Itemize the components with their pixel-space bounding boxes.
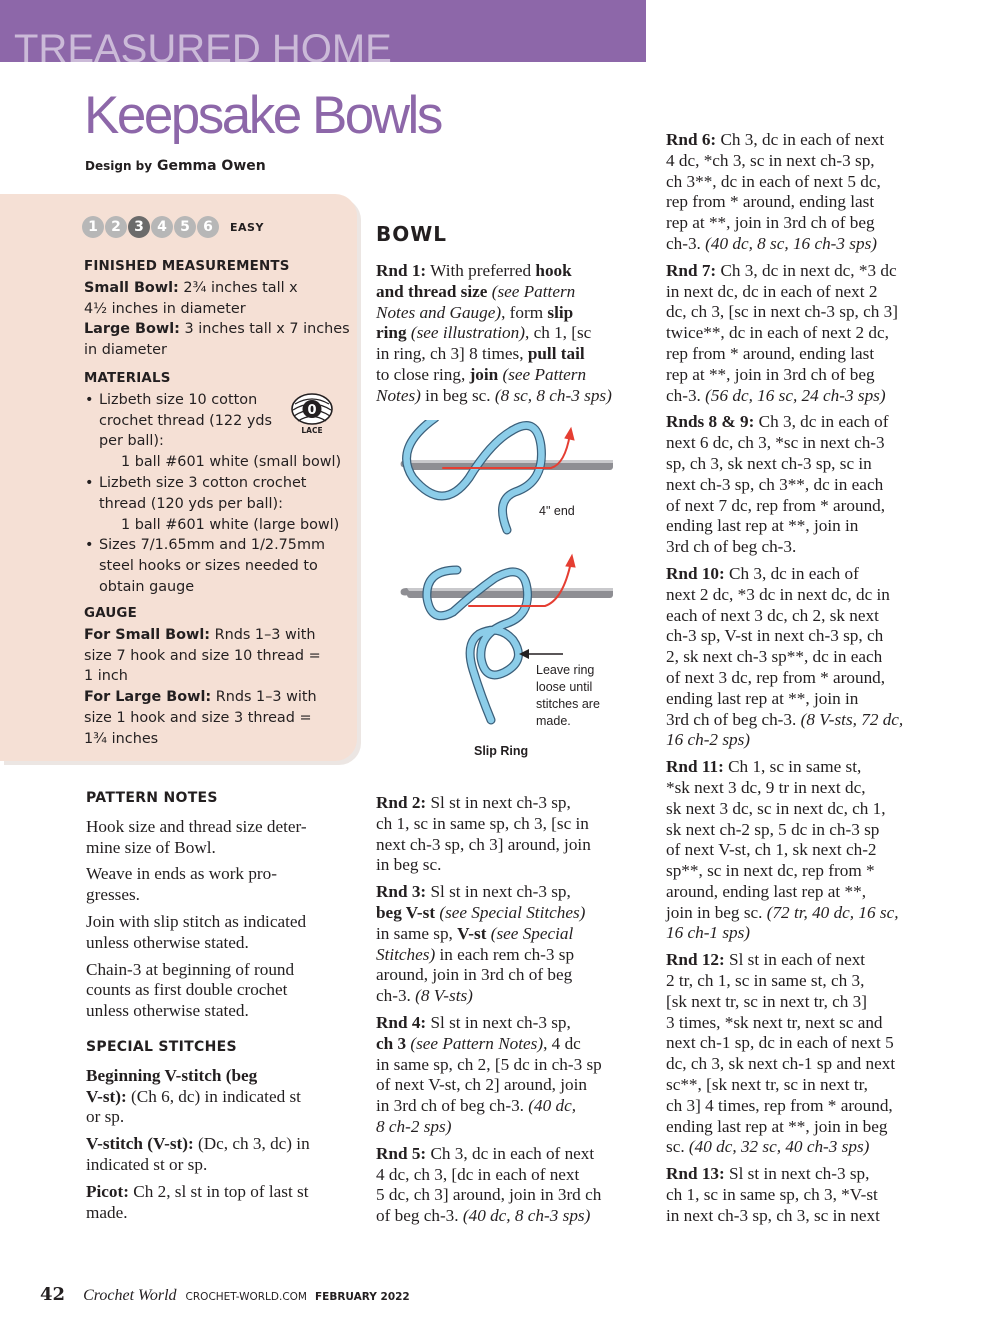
gauge-small-text: Rnds 1–3 with bbox=[214, 626, 316, 643]
rnd-bold: beg V-st bbox=[376, 902, 436, 922]
rnd-text: in beg sc. bbox=[376, 855, 442, 875]
pattern-notes bbox=[86, 788, 361, 1028]
rnd-text: 4 dc, *ch 3, sc in next ch-3 sp, bbox=[666, 150, 875, 170]
rnd-text: in each rem ch-3 sp bbox=[439, 944, 575, 964]
rnd-text: Sl st in next ch-3 sp, bbox=[430, 882, 571, 902]
rnd-text: dc, ch 3, sk next ch-1 sp and next bbox=[666, 1054, 896, 1074]
rnd-text: 2 tr, ch 1, sc in same st, ch 3, bbox=[666, 971, 865, 991]
rnd-text: in next ch-3 sp, ch 3, sc in next bbox=[666, 1205, 880, 1225]
rnd-bold: V-st bbox=[457, 923, 487, 943]
gauge-large-text-2: size 1 hook and size 3 thread = bbox=[84, 709, 312, 726]
designer-name: Gemma Owen bbox=[156, 158, 266, 174]
rnd-text: twice**, dc in each of next 2 dc, bbox=[666, 323, 889, 343]
rnd-bold: ch 3 bbox=[376, 1033, 407, 1053]
rnd-italic: (see Special bbox=[490, 923, 574, 943]
design-by-label: Design by bbox=[85, 159, 153, 173]
rnd-text: ch-3. bbox=[376, 986, 411, 1006]
note-line: unless otherwise stated. bbox=[86, 932, 249, 952]
material-1-detail: 1 ball #601 white (small bowl) bbox=[121, 454, 342, 471]
rnd-italic: (see illustration) bbox=[410, 323, 525, 343]
issue-date: FEBRUARY 2022 bbox=[314, 1291, 410, 1303]
special-stitches-heading: SPECIAL STITCHES bbox=[86, 1039, 237, 1055]
figure-caption: Slip Ring bbox=[474, 744, 529, 758]
rnd-text: sc**, [sk next tr, sc in next tr, bbox=[666, 1075, 868, 1095]
rnd-text: 3rd ch of beg ch-3. bbox=[666, 537, 797, 557]
rnd-text: ending last rep at **, join in beg bbox=[666, 1116, 888, 1136]
material-1-line: • Lizbeth size 10 cotton bbox=[99, 391, 258, 408]
rnd-text: Ch 3, dc in each of bbox=[729, 563, 859, 583]
rnd-label: Rnd 5: bbox=[376, 1143, 427, 1163]
gauge-small-label: For Small Bowl: bbox=[84, 626, 211, 643]
rnd-8-9 bbox=[666, 412, 956, 558]
rnd-text: Sl st in each of next bbox=[729, 950, 866, 970]
rnd-text: , 4 dc bbox=[543, 1033, 581, 1053]
rnd-text: [sk next tr, sc in next tr, ch 3] bbox=[666, 991, 868, 1011]
rnd-text: to close ring, bbox=[376, 364, 466, 384]
rnd-text: ch 3] 4 times, rep from * around, bbox=[666, 1095, 893, 1115]
rnd-text: ending last rep at **, join in bbox=[666, 516, 859, 536]
stitch-name: V-st): bbox=[86, 1086, 127, 1106]
stitch-text: (Dc, ch 3, dc) in bbox=[198, 1134, 310, 1154]
skill-level-5: 5 bbox=[174, 216, 196, 238]
rounds-middle bbox=[376, 793, 661, 1233]
skill-level-6: 6 bbox=[197, 216, 219, 238]
rnd-text: Sl st in next ch-3 sp, bbox=[430, 793, 571, 812]
rnd-text: next 2 dc, *3 dc in next dc, dc in bbox=[666, 584, 890, 604]
rnd-count: (40 dc, 8 sc, 16 ch-3 sps) bbox=[705, 233, 877, 253]
small-bowl-size bbox=[84, 278, 354, 299]
rnd-text: Ch 3, dc in each of next bbox=[430, 1143, 595, 1163]
large-bowl-text: 3 inches tall x 7 inches bbox=[184, 321, 350, 338]
rnd-bold: hook bbox=[535, 261, 572, 280]
rnd-text: Sl st in next ch-3 sp, bbox=[430, 1012, 571, 1032]
leave-ring-label bbox=[536, 662, 600, 730]
small-bowl-text: 2¾ inches tall x bbox=[183, 279, 298, 296]
skill-level-3-active: 3 bbox=[128, 216, 150, 238]
rnd-count: (8 V-sts) bbox=[415, 986, 473, 1006]
rnd-label: Rnd 13: bbox=[666, 1164, 725, 1184]
stitch-name: Picot: bbox=[86, 1181, 129, 1201]
rnd-italic: (see Pattern bbox=[502, 364, 587, 384]
rnd-text: 5 dc, ch 3] around, join in 3rd ch bbox=[376, 1185, 602, 1205]
rnd-label: Rnd 7: bbox=[666, 260, 717, 280]
yarn-weight-label: LACE bbox=[301, 426, 323, 435]
rnd-text: in ring, ch 3] 8 times, bbox=[376, 344, 524, 364]
skill-level-1: 1 bbox=[82, 216, 104, 238]
rnd-text: sk next ch-2 sp, 5 dc in ch-3 sp bbox=[666, 819, 880, 839]
rnd-bold: pull tail bbox=[527, 344, 585, 364]
rnd-italic: Notes and Gauge) bbox=[376, 302, 502, 322]
note-line: Weave in ends as work pro- bbox=[86, 864, 277, 884]
note-line: gresses. bbox=[86, 885, 140, 905]
rnd-text: next ch-3 sp, ch 3**, dc in each bbox=[666, 474, 884, 494]
rnd-text: around, join in 3rd ch of beg bbox=[376, 965, 573, 985]
rnd-italic: Stitches) bbox=[376, 944, 436, 964]
rnd-text: Ch 1, sc in same st, bbox=[728, 757, 862, 777]
material-1-line: per ball): bbox=[99, 433, 164, 450]
material-3-line: steel hooks or sizes needed to bbox=[99, 558, 318, 575]
skill-level-label: EASY bbox=[230, 220, 264, 234]
special-stitches bbox=[86, 1037, 361, 1229]
gauge-large bbox=[84, 687, 344, 708]
large-bowl-size-2: in diameter bbox=[84, 342, 167, 359]
stitch-beg-v-st bbox=[86, 1066, 361, 1128]
crochet-hook-bottom bbox=[401, 588, 613, 598]
large-bowl-size bbox=[84, 319, 354, 340]
rnd-text: Sl st in next ch-3 sp, bbox=[729, 1164, 870, 1184]
materials-heading: MATERIALS bbox=[84, 371, 171, 386]
gauge-large-text-3: 1¾ inches bbox=[84, 730, 159, 747]
material-item-2 bbox=[84, 473, 344, 535]
section-title: TREASURED HOME bbox=[14, 27, 392, 62]
stitch-text: (Ch 6, dc) in indicated st bbox=[131, 1086, 301, 1106]
rnd-11 bbox=[666, 757, 956, 944]
note-3 bbox=[86, 912, 361, 954]
rnd-count: (8 sc, 8 ch-3 sps) bbox=[494, 385, 612, 405]
rnd-label: Rnd 11: bbox=[666, 757, 724, 777]
rnd-text: ending last rep at **, join in bbox=[666, 688, 859, 708]
small-bowl-label: Small Bowl: bbox=[84, 279, 179, 296]
bowl-heading: BOWL bbox=[376, 222, 448, 246]
rnd-2 bbox=[376, 793, 661, 876]
rnd-text: rep at **, join in 3rd ch of beg bbox=[666, 213, 875, 233]
rnd-12 bbox=[666, 950, 956, 1158]
end-label: 4" end bbox=[539, 504, 575, 518]
stitch-name: V-stitch (V-st): bbox=[86, 1134, 194, 1154]
rnd-text: rep at **, join in 3rd ch of beg bbox=[666, 364, 875, 384]
rnd-text: of next 7 dc, rep from * around, bbox=[666, 495, 886, 515]
rnd-label: Rnd 1: bbox=[376, 261, 427, 280]
yarn-weight-number: 0 bbox=[307, 403, 317, 418]
note-2 bbox=[86, 864, 361, 906]
rnd-text: in next dc, dc in each of next 2 bbox=[666, 281, 878, 301]
gauge-small bbox=[84, 625, 344, 646]
rnd-5 bbox=[376, 1144, 661, 1227]
leave-ring-label-line: Leave ring bbox=[536, 663, 595, 677]
rnd-7 bbox=[666, 261, 956, 407]
skill-level-4: 4 bbox=[151, 216, 173, 238]
stitch-text: indicated st or sp. bbox=[86, 1154, 208, 1174]
rnd-text: ch 3**, dc in each of next 5 dc, bbox=[666, 171, 881, 191]
rnd-6 bbox=[666, 130, 956, 255]
skill-level-2: 2 bbox=[105, 216, 127, 238]
rnd-text: *sk next 3 dc, 9 tr in next dc, bbox=[666, 777, 866, 797]
rnd-text: of next V-st, ch 2] around, join bbox=[376, 1075, 587, 1095]
stitch-v-st bbox=[86, 1134, 361, 1176]
stitch-text: made. bbox=[86, 1202, 128, 1222]
rnd-text: ch-3. bbox=[666, 233, 701, 253]
rnd-text: join in beg sc. bbox=[666, 902, 763, 922]
rnd-text: 3rd ch of beg ch-3. bbox=[666, 709, 797, 729]
page-title: Keepsake Bowls bbox=[84, 86, 441, 145]
small-bowl-size-2: 4½ inches in diameter bbox=[84, 300, 246, 317]
section-banner bbox=[0, 0, 646, 62]
stitch-picot bbox=[86, 1182, 361, 1224]
gauge-small-text-2: size 7 hook and size 10 thread = bbox=[84, 647, 321, 664]
rnd-count: (8 V-sts, 72 dc, bbox=[800, 709, 904, 729]
rnd-bold: slip bbox=[547, 302, 574, 322]
note-line: unless otherwise stated. bbox=[86, 1001, 249, 1021]
rnd-text: ch-3 sp, V-st in next ch-3 sp, ch bbox=[666, 626, 884, 646]
rnd-text: Ch 3, dc in next dc, *3 dc bbox=[720, 260, 897, 280]
rnd-text: next ch-1 sp, dc in each of next 5 bbox=[666, 1033, 894, 1053]
pattern-notes-heading: PATTERN NOTES bbox=[86, 790, 218, 806]
gauge bbox=[84, 604, 344, 750]
rnd-bold: join bbox=[469, 364, 499, 384]
rnd-italic: Notes) bbox=[376, 385, 421, 405]
rnd-count: (40 dc, bbox=[528, 1096, 576, 1116]
rnd-text: next 6 dc, ch 3, *sc in next ch-3 bbox=[666, 433, 885, 453]
rnd-text: in 3rd ch of beg ch-3. bbox=[376, 1096, 524, 1116]
rnd-text: in same sp, bbox=[376, 923, 453, 943]
finished-measurements bbox=[84, 257, 354, 361]
rnd-label: Rnd 6: bbox=[666, 130, 717, 149]
note-line: Join with slip stitch as indicated bbox=[86, 911, 307, 931]
finished-measurements-heading: FINISHED MEASUREMENTS bbox=[84, 259, 290, 274]
rnd-label: Rnd 4: bbox=[376, 1012, 427, 1032]
rnd-text: in same sp, ch 2, [5 dc in ch-3 sp bbox=[376, 1054, 602, 1074]
rnd-text: next ch-3 sp, ch 3] around, join bbox=[376, 834, 591, 854]
rnd-text: 3 times, *sk next tr, next sc and bbox=[666, 1012, 883, 1032]
gauge-large-label: For Large Bowl: bbox=[84, 689, 212, 706]
leave-ring-label-line: made. bbox=[536, 714, 571, 728]
material-2-line: thread (120 yds per ball): bbox=[99, 495, 284, 512]
gauge-heading: GAUGE bbox=[84, 606, 137, 621]
rnd-italic: (see Special Stitches) bbox=[439, 902, 586, 922]
rnd-text: ch-3. bbox=[666, 385, 701, 405]
leave-ring-label-line: stitches are bbox=[536, 697, 600, 711]
rnd-text: , ch 1, [sc bbox=[524, 323, 592, 343]
rnd-bold: ring bbox=[376, 323, 407, 343]
rnd-text: sk next 3 dc, sc in next dc, ch 1, bbox=[666, 798, 886, 818]
rnd-text: dc, ch 3, [sc in next ch-3 sp, ch 3] bbox=[666, 302, 898, 322]
rnd-label: Rnd 10: bbox=[666, 563, 725, 583]
note-1 bbox=[86, 817, 361, 859]
material-2-line: • Lizbeth size 3 cotton crochet bbox=[99, 474, 307, 491]
page-number: 42 bbox=[40, 1284, 66, 1305]
rnd-count: 16 ch-2 sps) bbox=[666, 730, 751, 750]
rnd-label: Rnd 12: bbox=[666, 950, 725, 970]
rnd-text: rep from * around, ending last bbox=[666, 192, 875, 212]
rnd-count: 16 ch-1 sps) bbox=[666, 923, 751, 943]
note-4 bbox=[86, 960, 361, 1022]
rnd-text: of beg ch-3. bbox=[376, 1206, 459, 1226]
rnd-10 bbox=[666, 564, 956, 751]
note-line: Chain-3 at beginning of round bbox=[86, 959, 295, 979]
rnd-text: 4 dc, ch 3, [dc in each of next bbox=[376, 1164, 580, 1184]
rnd-italic: (see Pattern Notes) bbox=[410, 1033, 544, 1053]
leave-ring-label-line: loose until bbox=[536, 680, 593, 694]
material-3-line: • Sizes 7/1.65mm and 1/2.75mm bbox=[99, 537, 325, 554]
rnd-count: 8 ch-2 sps) bbox=[376, 1116, 452, 1136]
rnd-text: Ch 3, dc in each of bbox=[758, 412, 889, 432]
rnd-3 bbox=[376, 882, 661, 1007]
skill-level bbox=[82, 216, 264, 238]
rnd-text: around, ending last rep at **, bbox=[666, 881, 866, 901]
rnd-text: sp, ch 3, sk next ch-3 sp, sc in bbox=[666, 453, 872, 473]
rnd-count: (72 tr, 40 dc, 16 sc, bbox=[766, 902, 899, 922]
rnd-text: each of next 3 dc, ch 2, sk next bbox=[666, 605, 879, 625]
leave-ring-arrow bbox=[519, 649, 563, 659]
publication-name: Crochet World bbox=[83, 1287, 177, 1304]
stitch-text: or sp. bbox=[86, 1107, 125, 1127]
rnd-text: ch 1, sc in same sp, ch 3, *V-st bbox=[666, 1185, 878, 1205]
rnd-text: rep from * around, ending last bbox=[666, 343, 875, 363]
stitch-text: Ch 2, sl st in top of last st bbox=[133, 1181, 309, 1201]
rnd-count: (56 dc, 16 sc, 24 ch-3 sps) bbox=[705, 385, 886, 405]
rnd-text: , form bbox=[501, 302, 544, 322]
rnd-bold: and thread size bbox=[376, 281, 488, 301]
rnd-label: Rnds 8 & 9: bbox=[666, 412, 755, 432]
material-item-3 bbox=[84, 535, 344, 597]
rnd-13 bbox=[666, 1164, 956, 1226]
large-bowl-label: Large Bowl: bbox=[84, 321, 180, 338]
rnd-text: ch 1, sc in same sp, ch 3, [sc in bbox=[376, 813, 589, 833]
publication-url: CROCHET-WORLD.COM bbox=[185, 1291, 307, 1303]
rnd-count: (40 dc, 32 sc, 40 ch-3 sps) bbox=[688, 1137, 870, 1157]
note-line: counts as first double crochet bbox=[86, 980, 288, 1000]
rnd-label: Rnd 3: bbox=[376, 882, 427, 902]
rnd-count: (40 dc, 8 ch-3 sps) bbox=[462, 1206, 591, 1226]
material-2-detail: 1 ball #601 white (large bowl) bbox=[121, 516, 340, 533]
material-3-line: obtain gauge bbox=[99, 578, 195, 595]
rnd-italic: (see Pattern bbox=[491, 281, 576, 301]
note-line: mine size of Bowl. bbox=[86, 837, 216, 857]
rnd-text: sc. bbox=[666, 1137, 685, 1157]
designer-byline bbox=[85, 158, 266, 174]
rnd-1 bbox=[376, 261, 656, 413]
rnd-text: of next 3 dc, rep from * around, bbox=[666, 667, 886, 687]
gauge-small-text-3: 1 inch bbox=[84, 668, 128, 685]
rnd-4 bbox=[376, 1013, 661, 1138]
rnd-text: Ch 3, dc in each of next bbox=[720, 130, 885, 149]
rounds-right bbox=[666, 130, 956, 1233]
rnd-text: in beg sc. bbox=[425, 385, 491, 405]
rnd-text: With preferred bbox=[430, 261, 532, 280]
material-1-line: crochet thread (122 yds bbox=[99, 412, 272, 429]
rnd-label: Rnd 2: bbox=[376, 793, 427, 812]
gauge-large-text: Rnds 1–3 with bbox=[215, 689, 317, 706]
stitch-name: Beginning V-stitch (beg bbox=[86, 1065, 258, 1085]
rnd-text: 2, sk next ch-3 sp**, dc in each bbox=[666, 647, 883, 667]
page-footer bbox=[40, 1284, 410, 1305]
note-line: Hook size and thread size deter- bbox=[86, 816, 307, 836]
rnd-text: of next V-st, ch 1, sk next ch-2 bbox=[666, 840, 877, 860]
rnd-text: sp**, sc in next dc, rep from * bbox=[666, 861, 875, 881]
